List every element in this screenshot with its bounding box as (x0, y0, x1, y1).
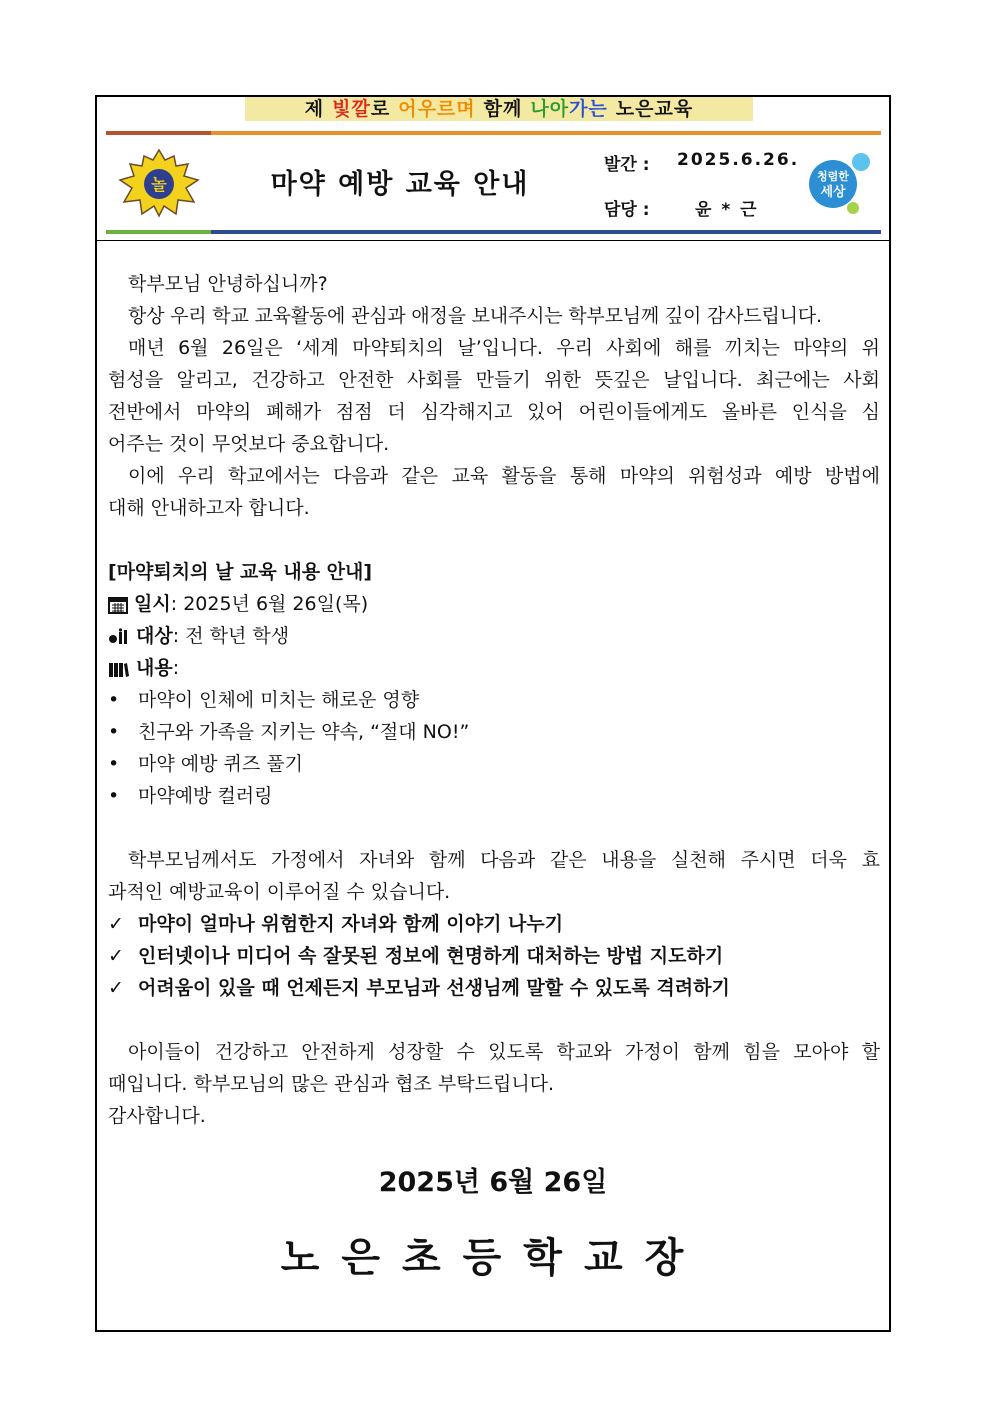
paragraph-line: 이에 우리 학교에서는 다음과 같은 교육 활동을 통해 마약의 위험성과 예방 방법에 (128, 465, 880, 487)
check-item (108, 972, 880, 1004)
closing-date: 2025년 6월 26일 (378, 1167, 608, 1198)
date-row (108, 588, 880, 620)
paragraph-line: 험성을 알리고, 건강하고 안전한 사회를 만들기 위한 뜻깊은 날입니다. 최근에는 사회 (108, 369, 880, 391)
slogan-word: 제 (304, 98, 325, 120)
header-divider (97, 240, 889, 241)
target-value: : 전 학년 학생 (172, 625, 290, 647)
header-top-bar-left (106, 131, 211, 135)
check-icon: ✓ (108, 945, 124, 967)
logo-text: 놀 (151, 175, 167, 194)
svg-text:청렴한: 청렴한 (817, 170, 849, 183)
issue-label: 발간 : (604, 155, 650, 175)
calendar-icon (108, 596, 128, 614)
header-bottom-bar-right (211, 230, 881, 234)
list-item: • 마약 예방 퀴즈 풀기 (108, 748, 880, 780)
greeting: 학부모님 안녕하십니까? (128, 273, 328, 295)
list-item: • 친구와 가족을 지키는 약속, “절대 NO!” (108, 716, 880, 748)
school-logo (118, 148, 200, 218)
paragraph-line: 과적인 예방교육이 이루어질 수 있습니다. (108, 881, 451, 903)
paragraph-line: 학부모님께서도 가정에서 자녀와 함께 다음과 같은 내용을 실천해 주시면 더욱 효 (128, 849, 880, 871)
paragraph-thanks: 항상 우리 학교 교육활동에 관심과 애정을 보내주시는 학부모님께 깊이 감사드립니다. (128, 305, 822, 327)
check-item (108, 940, 880, 972)
page-title: 마약 예방 교육 안내 (270, 169, 530, 200)
list-item-text: 친구와 가족을 지키는 약속, “절대 NO!” (138, 721, 470, 743)
check-item-text: 인터넷이나 미디어 속 잘못된 정보에 현명하게 대처하는 방법 지도하기 (138, 945, 724, 967)
target-row (108, 620, 880, 652)
paragraph-line: 전반에서 마약의 폐해가 점점 더 심각해지고 있어 어린이들에게도 올바른 인식을 심 (108, 401, 880, 423)
slogan-word: 로 (370, 98, 391, 120)
integrity-seal-logo (803, 150, 873, 218)
target-label: 대상 (136, 625, 173, 647)
paragraph-line: 때입니다. 학부모님의 많은 관심과 협조 부탁드립니다. (108, 1073, 555, 1095)
date-label: 일시 (134, 593, 171, 615)
check-item-text: 마약이 얼마나 위험한지 자녀와 함께 이야기 나누기 (138, 913, 564, 935)
date-value: : 2025년 6월 26일(목) (170, 593, 369, 615)
list-item: • 마약예방 컬러링 (108, 780, 880, 812)
letter-body (108, 268, 880, 1132)
paragraph-line: 매년 6월 26일은 ‘세계 마약퇴치의 날’입니다. 우리 사회에 해를 끼치는 마약의 위 (128, 337, 880, 359)
slogan-word: 어우르며 (398, 98, 476, 120)
section-title: [마약퇴치의 날 교육 내용 안내] (108, 561, 373, 583)
check-icon: ✓ (108, 977, 124, 999)
slogan-word: 나아 (530, 98, 570, 120)
slogan-word: 함께 (483, 98, 523, 120)
paragraph-line: 어주는 것이 무엇보다 중요합니다. (108, 433, 390, 455)
slogan-banner (245, 97, 753, 121)
manager-name: 윤 * 근 (695, 200, 759, 220)
list-item: • 마약이 인체에 미치는 해로운 영향 (108, 684, 880, 716)
content-row (108, 652, 880, 684)
books-icon (108, 660, 130, 678)
thanks-text: 감사합니다. (108, 1105, 206, 1127)
slogan-word: 노은교육 (615, 98, 694, 120)
manager-label: 담당 : (604, 200, 650, 220)
svg-text:세상: 세상 (820, 185, 846, 200)
list-item-text: 마약 예방 퀴즈 풀기 (138, 753, 303, 775)
people-icon (108, 628, 130, 646)
check-item (108, 908, 880, 940)
issue-date: 2025.6.26. (677, 150, 800, 170)
check-icon: ✓ (108, 913, 124, 935)
content-label: 내용 (136, 657, 173, 679)
slogan-word: 가는 (569, 98, 608, 120)
check-item-text: 어려움이 있을 때 언제든지 부모님과 선생님께 말할 수 있도록 격려하기 (138, 977, 730, 999)
slogan-word: 빛깔 (332, 98, 371, 120)
paragraph-line: 대해 안내하고자 합니다. (108, 497, 310, 519)
content-suffix: : (172, 657, 180, 679)
principal-signature: 노은초등학교장 (280, 1235, 706, 1281)
paragraph-line: 아이들이 건강하고 안전하게 성장할 수 있도록 학교와 가정이 함께 힘을 모아야 할 (128, 1041, 880, 1063)
list-item-text: 마약예방 컬러링 (138, 785, 273, 807)
header-bottom-bar-left (106, 230, 211, 234)
header-top-bar-right (211, 131, 881, 135)
list-item-text: 마약이 인체에 미치는 해로운 영향 (138, 689, 420, 711)
